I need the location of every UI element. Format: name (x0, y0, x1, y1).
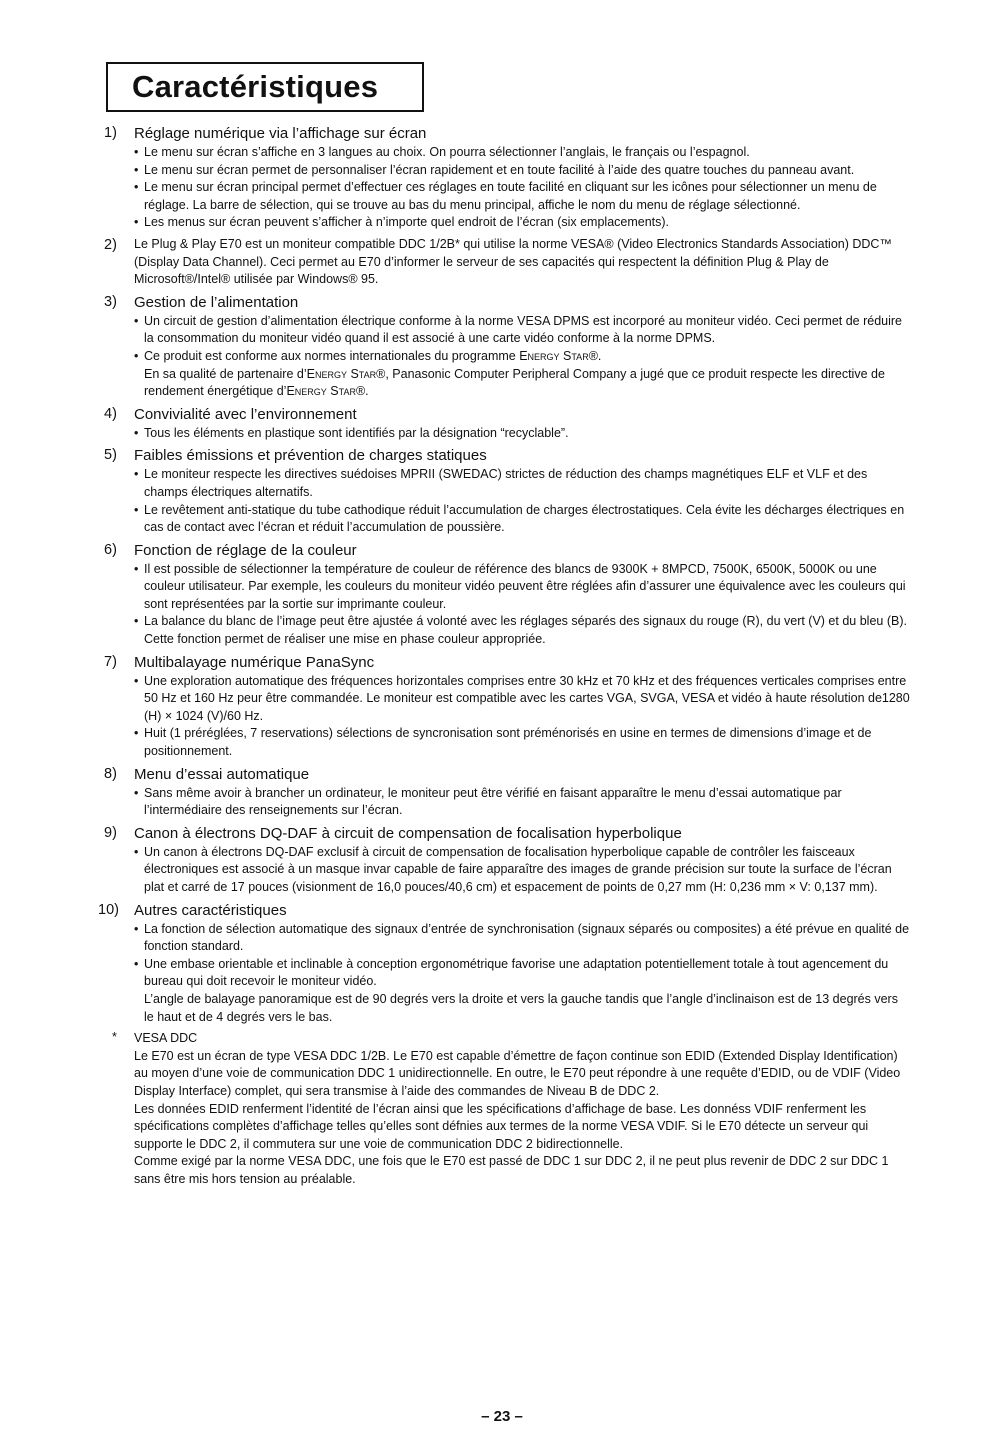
bullet-item: • Le menu sur écran permet de personnaliser l’écran rapidement et en toute facilité à l’aide des quatre touches du panneau avant. (134, 162, 910, 180)
features-list (98, 124, 910, 1189)
section-8 (98, 765, 910, 820)
bullet-item: • Une exploration automatique des fréquences horizontales comprises entre 30 kHz et 70 kHz et des fréquences verticales comprises entre 50 Hz et 160 Hz peur être commandée. Le moniteur est compatible avec les cartes VGA, SVGA, VESA et vidéo à haute résolution de1280 (H) × 1024 (V)/60 Hz. (134, 673, 910, 726)
continuation-part: En sa qualité de partenaire d’ (144, 366, 307, 381)
section-number: 2) (104, 236, 117, 253)
section-3 (98, 293, 910, 401)
section-number: 9) (104, 824, 117, 841)
note-paragraph: Le E70 est un écran de type VESA DDC 1/2B. Le E70 est capable d’émettre de façon continue son EDID (Extended Display Identification) au moyen d’une voie de communication DDC 1 unidirectionnelle. En outre, le E70 peut répondre à une requête d’EDID, ou de VDIF (Video Display Interface) complet, qui sera transmise à l’aide des commandes de Niveau B de DDC 2. (134, 1048, 901, 1098)
bullet-item: • La balance du blanc de l’image peut être ajustée á volonté avec les réglages séparés des signaux du rouge (R), du vert (V) et du bleu (B). Cette fonction permet de réaliser une mise en phase couleur appropriée. (134, 613, 910, 648)
footnote-mark: * (112, 1030, 117, 1045)
section-1 (98, 124, 910, 232)
bullet-item: • Le moniteur respecte les directives suédoises MPRII (SWEDAC) strictes de réduction des champs magnétiques ELF et VLF et des champs électriques alternatifs. (134, 466, 910, 501)
section-text: Le Plug & Play E70 est un moniteur compatible DDC 1/2B* qui utilise la norme VESA® (Video Electronics Standards Association) DDC™ (Display Data Channel). Ceci permet au E70 d’informer le serveur de ses capacités qui respectent la définition Plug & Play de Microsoft®/Intel® utilisée par Windows® 95. (134, 236, 892, 287)
note-paragraph: Comme exigé par la norme VESA DDC, une fois que le E70 est passé de DDC 1 sur DDC 2, il ne peut plus revenir de DDC 2 sur DDC 1 sans être mis hors tension au préalable. (134, 1154, 889, 1186)
continuation-text (134, 366, 910, 401)
bullet-text: Ce produit est conforme aux normes internationales du programme (144, 348, 520, 363)
bullet-item: • Tous les éléments en plastique sont identifiés par la désignation “recyclable”. (134, 425, 910, 443)
note-paragraph: Les données EDID renferment l’identité de l’écran ainsi que les spécifications d’affichage de base. Les donnéss VDIF renferment les spécifications complètes d’affichage telles qu’elles sont défnies aux termes de la norme VESA VDIF. Si le E70 détecte un serveur qui supporte le DDC 2, il commutera sur une voie de communication DDC 2 bidirectionnelle. (134, 1101, 869, 1151)
page-title: Caractéristiques (132, 69, 379, 104)
bullet-item: • Le menu sur écran s’affiche en 3 langues au choix. On pourra sélectionner l’anglais, le français ou l’espagnol. (134, 144, 910, 162)
section-4 (98, 405, 910, 443)
section-7 (98, 653, 910, 761)
section-heading: Gestion de l’alimentation (134, 293, 299, 311)
section-heading: Multibalayage numérique PanaSync (134, 653, 375, 671)
section-heading: Convivialité avec l’environnement (134, 405, 357, 423)
energy-star-label: Energy Star® (519, 348, 598, 363)
section-2 (98, 236, 910, 289)
continuation-text: L’angle de balayage panoramique est de 90 degrés vers la droite et vers la gauche tandis que l’angle d’inclinaison est de 13 degrés vers le haut et de 4 degrés vers le bas. (144, 991, 898, 1024)
page-number: – 23 – (481, 1408, 523, 1425)
section-number: 10) (98, 901, 119, 918)
section-number: 3) (104, 293, 117, 310)
section-number: 5) (104, 447, 117, 464)
section-heading: Canon à électrons DQ-DAF à circuit de compensation de focalisation hyperbolique (134, 824, 682, 842)
bullet-item: • Un circuit de gestion d’alimentation électrique conforme à la norme VESA DPMS est incorporé au moniteur vidéo. Ceci permet de réduire la consommation du moniteur vidéo quand il est associé à une carte vidéo conforme à la norme DPMS. (134, 313, 910, 348)
bullet-item: • Le menu sur écran principal permet d’effectuer ces réglages en toute facilité en cliquant sur les icônes pour sélectionner un menu de réglage. La barre de sélection, qui se trouve au bas du menu principal, affiche le nom du menu de réglage sélectionné. (134, 179, 910, 214)
bullet-item: • Un canon à électrons DQ-DAF exclusif à circuit de compensation de focalisation hyperbolique capable de contrôler les faisceaux électroniques est associé à un masque invar capable de faire apparaître des images de grande précision sur toute la surface de l’écran plat et carré de 17 pouces (visionment de 16,0 pouces/40,6 cm) et espacement de points de 0,27 mm (H: 0,236 mm × V: 0,137 mm). (134, 844, 910, 897)
section-number: 6) (104, 541, 117, 558)
note-title: VESA DDC (134, 1031, 198, 1046)
section-number: 1) (104, 125, 117, 141)
title-box (106, 62, 424, 112)
bullet-item: • Les menus sur écran peuvent s’afficher à n’importe quel endroit de l’écran (six emplacements). (134, 214, 910, 232)
bullet-item: • Sans même avoir à brancher un ordinateur, le moniteur peut être vérifié en faisant apparaître le menu d’essai automatique par l’intermédiaire des renseignements sur l’écran. (134, 785, 910, 820)
section-heading: Fonction de réglage de la couleur (134, 541, 357, 559)
section-number: 7) (104, 653, 117, 670)
section-number: 8) (104, 765, 117, 782)
bullet-item (134, 348, 910, 366)
energy-star-label: Energy Star® (306, 366, 386, 381)
vesa-ddc-note (98, 1030, 910, 1188)
energy-star-label: Energy Star® (286, 384, 366, 399)
section-heading: Autres caractéristiques (134, 901, 287, 919)
continuation-part: . (365, 384, 369, 399)
bullet-text: . (597, 348, 602, 363)
section-10 (98, 901, 910, 1027)
section-heading: Faibles émissions et prévention de charges statiques (134, 447, 487, 465)
bullet-item: • Il est possible de sélectionner la température de couleur de référence des blancs de 9300K + 8MPCD, 7500K, 6500K, 5000K ou une couleur utilisateur. Par exemple, les couleurs du moniteur vidéo peuvent être réglées afin d’assurer une équivalence avec les couleurs qui sont représentées par la sortie sur imprimante couleur. (134, 561, 910, 614)
section-heading: Menu d’essai automatique (134, 765, 310, 783)
section-number: 4) (104, 405, 117, 422)
bullet-item: • Le revêtement anti-statique du tube cathodique réduit l’accumulation de charges électrostatiques. Cela évite les décharges électriques en cas de contact avec l’écran et réduit l’accumulation de poussière. (134, 502, 910, 537)
section-5 (98, 446, 910, 536)
section-heading: Réglage numérique via l’affichage sur écran (134, 125, 427, 142)
section-6 (98, 541, 910, 649)
section-9 (98, 824, 910, 897)
bullet-item: • Huit (1 préréglées, 7 reservations) sélections de syncronisation sont préménorisés en usine en termes de dimensions d’image et de positionnement. (134, 725, 910, 760)
continuation-part: , Panasonic Computer Peripheral Company a jugé que ce produit respecte les directive de rendement énergétique d’ (144, 366, 885, 399)
bullet-item: • La fonction de sélection automatique des signaux d’entrée de synchronisation (signaux séparés ou composites) a été prévue en qualité de fonction standard. (134, 921, 910, 956)
bullet-item: • Une embase orientable et inclinable à conception ergonométrique favorise une adaptation potentiellement totale à tout agencement du bureau qui doit recevoir le moniteur vidéo. (134, 956, 910, 991)
